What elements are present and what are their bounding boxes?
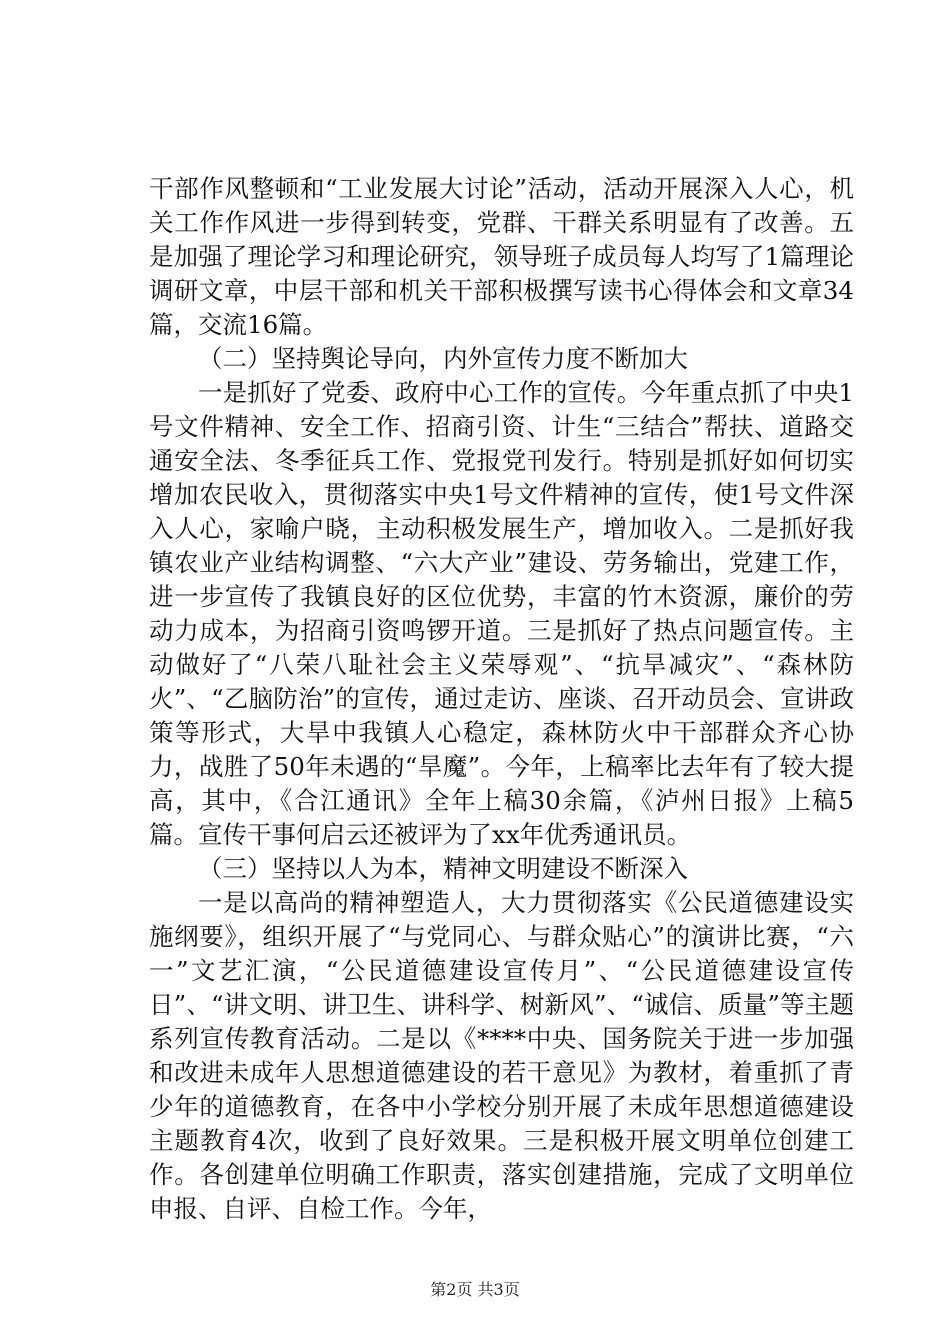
- paragraph-publicity: 一是抓好了党委、政府中心工作的宣传。今年重点抓了中央1号文件精神、安全工作、招商引资、计生“三结合”帮扶、道路交通安全法、冬季征兵工作、党报党刊发行。特别是抓好如何切实增加农民收入，贯彻落实中央1号文件精神的宣传，使1号文件深入人心，家喻户晓，主动积极发展生产，增加收入。二是抓好我镇农业产业结构调整、“六大产业”建设、劳务输出，党建工作，进一步宣传了我镇良好的区位优势，丰富的竹木资源，廉价的劳动力成本，为招商引资鸣锣开道。三是抓好了热点问题宣传。主动做好了“八荣八耻社会主义荣辱观”、“抗旱减灾”、“森林防火”、“乙脑防治”的宣传，通过走访、座谈、召开动员会、宣讲政策等形式，大旱中我镇人心稳定，森林防火中干部群众齐心协力，战胜了50年未遇的“旱魔”。今年，上稿率比去年有了较大提高，其中，《合江通讯》全年上稿30余篇，《泸州日报》上稿5篇。宣传干事何启云还被评为了xx年优秀通讯员。: [149, 378, 854, 849]
- document-body: [149, 172, 854, 1226]
- page-footer: 第2页 共3页: [430, 1280, 520, 1299]
- paragraph-civilization: 一是以高尚的精神塑造人，大力贯彻落实《公民道德建设实施纲要》，组织开展了“与党同心、与群众贴心”的演讲比赛，“六一”文艺汇演，“公民道德建设宣传月”、“公民道德建设宣传日”、“讲文明、讲卫生、讲科学、树新风”、“诚信、质量”等主题系列宣传教育活动。二是以《****中央、国务院关于进一步加强和改进未成年人思想道德建设的若干意见》为教材，着重抓了青少年的道德教育，在各中小学校分别开展了未成年思想道德建设主题教育4次，收到了良好效果。三是积极开展文明单位创建工作。各创建单位明确工作职责，落实创建措施，完成了文明单位申报、自评、自检工作。今年，: [149, 888, 854, 1223]
- paragraph-continued: 干部作风整顿和“工业发展大讨论”活动，活动开展深入人心，机关工作作风进一步得到转变，党群、干群关系明显有了改善。五是加强了理论学习和理论研究，领导班子成员每人均写了1篇理论调研文章，中层干部和机关干部积极撰写读书心得体会和文章34篇，交流16篇。: [149, 174, 854, 339]
- section-heading-3: （三）坚持以人为本，精神文明建设不断深入: [198, 854, 688, 883]
- section-heading-2: （二）坚持舆论导向，内外宣传力度不断加大: [198, 344, 688, 373]
